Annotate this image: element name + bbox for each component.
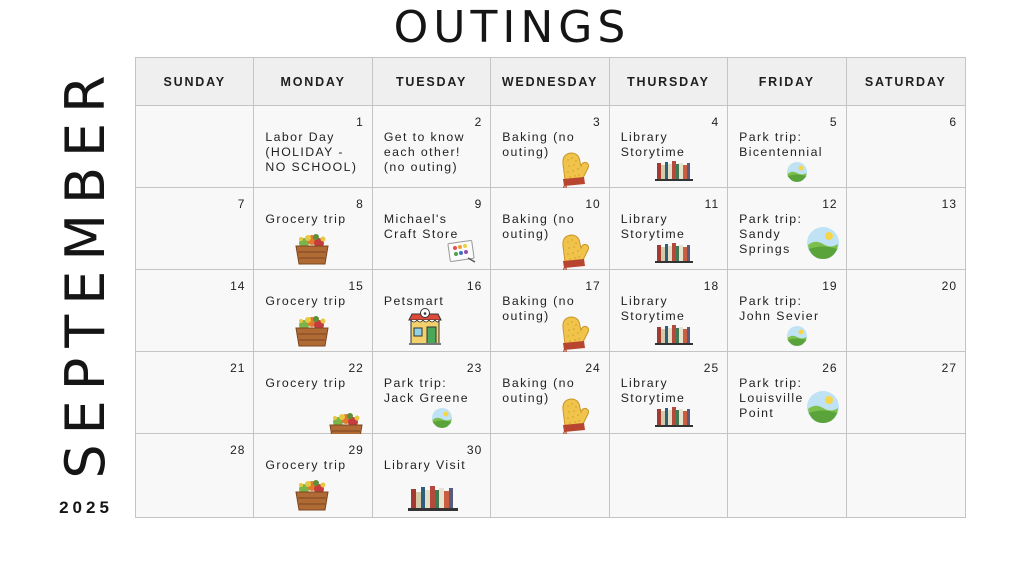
day-number: 27	[941, 361, 957, 375]
event-label: Grocery trip	[265, 212, 347, 226]
day-cell-20	[847, 270, 965, 352]
pet-store-icon	[407, 308, 443, 346]
empty-day-cell	[847, 434, 965, 517]
day-number: 3	[593, 115, 601, 129]
day-cell-16	[373, 270, 491, 352]
park-large-icon	[806, 390, 840, 424]
month-label: SEPTEMBER	[54, 65, 117, 479]
oven-mitt-icon	[557, 312, 591, 352]
day-number: 17	[585, 279, 601, 293]
day-number: 4	[711, 115, 720, 129]
empty-day-cell	[728, 434, 846, 517]
day-cell-8	[254, 188, 372, 270]
event-label: Park trip: Sandy Springs	[739, 212, 803, 256]
event-label: Library Storytime	[620, 376, 686, 405]
day-number: 2	[474, 115, 483, 129]
event-label: Baking (no outing)	[502, 212, 576, 241]
event-label: Get to know each other! (no outing)	[383, 130, 465, 174]
day-number: 5	[829, 115, 838, 129]
grocery-basket-icon	[292, 472, 332, 512]
weekday-header-friday: FRIDAY	[728, 58, 846, 106]
day-number: 12	[822, 197, 838, 211]
event-label: Library Storytime	[620, 212, 686, 241]
day-number: 20	[941, 279, 957, 293]
oven-mitt-icon	[557, 230, 591, 270]
day-number: 15	[348, 279, 364, 293]
day-number: 29	[348, 443, 364, 457]
day-cell-13	[847, 188, 965, 270]
weekday-header-monday: MONDAY	[254, 58, 372, 106]
empty-day-cell	[610, 434, 728, 517]
day-number: 11	[704, 197, 720, 211]
day-cell-24	[491, 352, 609, 434]
event-label: Petsmart	[383, 294, 445, 308]
day-number: 13	[941, 197, 957, 211]
day-number: 30	[466, 443, 483, 457]
day-number: 14	[230, 279, 246, 293]
page-title: OUTINGS	[393, 2, 631, 53]
books-icon	[654, 323, 694, 345]
day-number: 1	[356, 115, 364, 129]
weekday-header-saturday: SATURDAY	[847, 58, 965, 106]
day-cell-21	[136, 352, 254, 434]
day-number: 19	[822, 279, 838, 293]
day-cell-14	[136, 270, 254, 352]
park-small-icon	[786, 161, 808, 183]
event-label: Park trip: John Sevier	[739, 294, 820, 323]
day-cell-10	[491, 188, 609, 270]
day-cell-9	[373, 188, 491, 270]
park-large-icon	[806, 226, 840, 260]
event-label: Library Storytime	[620, 130, 686, 159]
day-cell-18	[610, 270, 728, 352]
grocery-basket-icon	[292, 308, 332, 348]
day-cell-29	[254, 434, 372, 517]
day-number: 9	[474, 197, 483, 211]
day-cell-12	[728, 188, 846, 270]
day-number: 23	[466, 361, 483, 375]
weekday-header-wednesday: WEDNESDAY	[491, 58, 609, 106]
event-label: Library Visit	[383, 458, 467, 472]
day-number: 24	[585, 361, 601, 375]
day-cell-25	[610, 352, 728, 434]
weekday-header-thursday: THURSDAY	[610, 58, 728, 106]
day-cell-15	[254, 270, 372, 352]
event-label: Labor Day (HOLIDAY - NO SCHOOL)	[265, 130, 358, 174]
grocery-basket-icon	[292, 226, 332, 266]
empty-day-cell	[491, 434, 609, 517]
event-label: Library Storytime	[620, 294, 686, 323]
day-number: 26	[822, 361, 838, 375]
day-number: 16	[466, 279, 483, 293]
event-label: Baking (no outing)	[502, 130, 576, 159]
weekday-header-sunday: SUNDAY	[136, 58, 254, 106]
day-cell-2	[373, 106, 491, 188]
park-small-icon	[786, 325, 808, 347]
day-number: 8	[356, 197, 364, 211]
calendar-grid	[135, 57, 966, 518]
day-cell-6	[847, 106, 965, 188]
year-label: 2025	[59, 498, 113, 517]
event-label: Baking (no outing)	[502, 294, 576, 323]
empty-day-cell	[136, 106, 254, 188]
day-number: 7	[237, 197, 246, 211]
day-cell-28	[136, 434, 254, 517]
day-cell-27	[847, 352, 965, 434]
weekday-header-tuesday: TUESDAY	[373, 58, 491, 106]
event-label: Michael's Craft Store	[383, 212, 459, 241]
event-label: Grocery trip	[265, 458, 347, 472]
day-number: 6	[949, 115, 957, 129]
day-cell-11	[610, 188, 728, 270]
day-cell-22	[254, 352, 372, 434]
day-number: 10	[585, 197, 601, 211]
day-number: 22	[348, 361, 364, 375]
bookshelf-icon	[407, 483, 459, 511]
event-label: Grocery trip	[265, 376, 347, 390]
day-number: 28	[230, 443, 246, 457]
books-icon	[654, 159, 694, 181]
event-label: Park trip: Bicentennial	[739, 130, 823, 159]
day-cell-4	[610, 106, 728, 188]
day-cell-1	[254, 106, 372, 188]
day-cell-23	[373, 352, 491, 434]
day-cell-5	[728, 106, 846, 188]
event-label: Park trip: Jack Greene	[383, 376, 469, 405]
day-cell-26	[728, 352, 846, 434]
oven-mitt-icon	[557, 394, 591, 434]
day-number: 21	[230, 361, 246, 375]
books-icon	[654, 241, 694, 263]
day-number: 18	[703, 279, 720, 293]
park-small-icon	[431, 407, 453, 429]
event-label: Baking (no outing)	[502, 376, 576, 405]
event-label: Park trip: Louisville Point	[739, 376, 804, 420]
day-number: 25	[703, 361, 720, 375]
day-cell-17	[491, 270, 609, 352]
day-cell-19	[728, 270, 846, 352]
oven-mitt-icon	[557, 148, 591, 188]
event-label: Grocery trip	[265, 294, 347, 308]
day-cell-30	[373, 434, 491, 517]
day-cell-7	[136, 188, 254, 270]
day-cell-3	[491, 106, 609, 188]
books-icon	[654, 405, 694, 427]
craft-palette-icon	[446, 238, 476, 264]
